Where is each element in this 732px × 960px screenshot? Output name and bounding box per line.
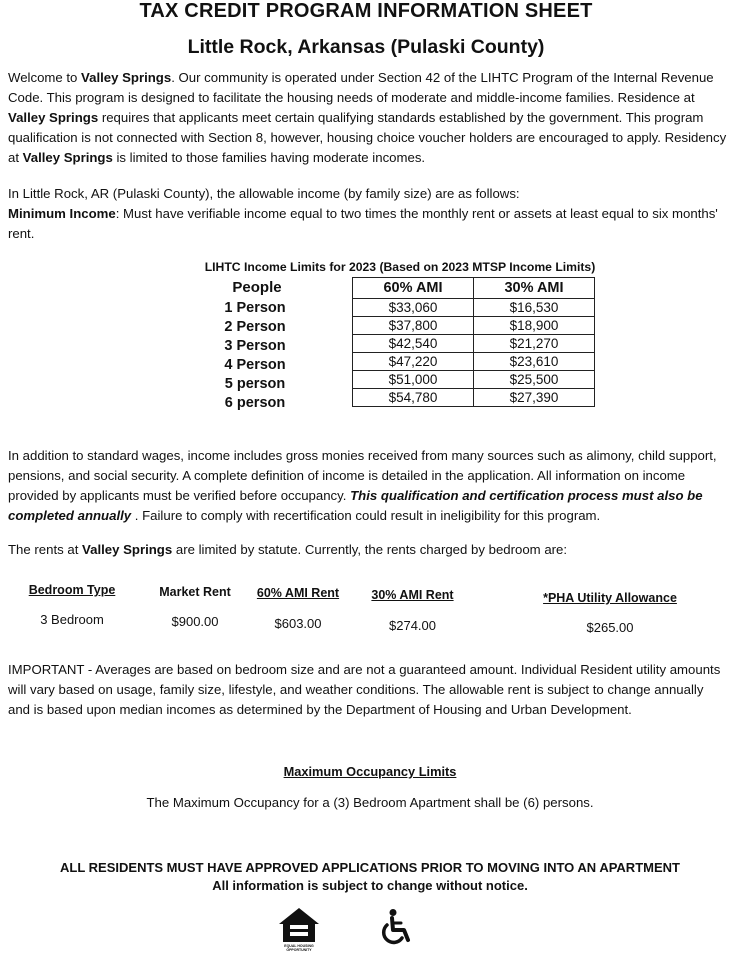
cell-60-ami: $47,220 [353,353,474,371]
rent-header-30-ami-rent: 30% AMI Rent [371,588,454,602]
rents-intro-paragraph: The rents at Valley Springs are limited by statute. Currently, the rents charged by bedroom are: [8,542,568,557]
rent-value-market-rent: $900.00 [171,614,219,629]
rent-value-60-ami-rent: $603.00 [274,616,322,631]
rent-header-bedroom-type: Bedroom Type [28,583,116,597]
cell-30-ami: $23,610 [474,353,595,371]
cell-60-ami: $51,000 [353,371,474,389]
table-row [353,389,595,407]
intro-paragraph: Welcome to Valley Springs. Our community is operated under Section 42 of the LIHTC Program of the Internal Revenue Code. This program is designed to facilitate the housing needs of moderate and middle-income families. Residence at Valley Springs requires that applicants meet certain qualifying standards established by the government. This program qualification is not connected with Section 8, however, housing choice voucher holders are encouraged to apply. Residency at Valley Springs is limited to those families having moderate incomes. [8,70,727,165]
people-header: People [232,279,282,296]
people-label: 6 person [224,395,286,411]
cell-30-ami: $16,530 [474,299,595,317]
equal-housing-logo-text: EQUAL HOUSING OPPORTUNITY [284,944,314,952]
cell-30-ami: $27,390 [474,389,595,407]
rent-value-utility-allowance: $265.00 [586,620,634,635]
footer-notice: All information is subject to change without notice. [212,878,528,893]
occupancy-heading: Maximum Occupancy Limits [283,764,457,779]
rent-value-30-ami-rent: $274.00 [389,618,436,633]
income-intro-paragraph: In Little Rock, AR (Pulaski County), the allowable income (by family size) are as follows: [8,186,520,201]
page-subtitle: Little Rock, Arkansas (Pulaski County) [187,36,545,58]
rent-header-60-ami-rent: 60% AMI Rent [256,586,340,600]
footer-requirement: ALL RESIDENTS MUST HAVE APPROVED APPLICATIONS PRIOR TO MOVING INTO AN APARTMENT [60,860,680,875]
equal-housing-icon [277,906,321,950]
income-definition-paragraph: In addition to standard wages, income includes gross monies received from many sources such as alimony, child support, pensions, and social security. A complete definition of income is detailed in the application. All information on income provided by applicants must be verified before occupancy. This qualification and certification process must also be completed annually . Failure to comply with recertification could result in ineligibility for this program. [8,448,717,523]
cell-60-ami: $33,060 [353,299,474,317]
rent-value-bedroom-type: 3 Bedroom [40,612,104,627]
income-limits-caption: LIHTC Income Limits for 2023 (Based on 2023 MTSP Income Limits) [204,260,596,274]
income-limits-table [352,277,595,407]
table-row [353,299,595,317]
rent-header-utility-allowance: *PHA Utility Allowance [543,591,677,605]
table-row [353,317,595,335]
table-row [353,353,595,371]
important-paragraph: IMPORTANT - Averages are based on bedroom size and are not a guaranteed amount. Individual Resident utility amounts will vary based on usage, family size, lifestyle, and weather conditions. The allowable rent is subject to change annually and is based upon median incomes as determined by the Department of Housing and Urban Development. [8,662,721,717]
cell-30-ami: $21,270 [474,335,595,353]
table-header-row [353,278,595,299]
people-label: 4 Person [224,357,286,373]
col-header-30-ami: 30% AMI [474,278,595,299]
cell-60-ami: $42,540 [353,335,474,353]
people-label: 2 Person [224,319,286,335]
people-label: 1 Person [224,300,286,316]
people-label: 5 person [224,376,286,392]
people-label: 3 Person [224,338,286,354]
minimum-income-paragraph: Minimum Income: Must have verifiable income equal to two times the monthly rent or assets at least equal to six months' rent. [8,206,718,241]
rent-header-market-rent: Market Rent [159,585,231,599]
page-title: TAX CREDIT PROGRAM INFORMATION SHEET [139,0,593,22]
col-header-60-ami: 60% AMI [353,278,474,299]
cell-60-ami: $37,800 [353,317,474,335]
occupancy-text: The Maximum Occupancy for a (3) Bedroom Apartment shall be (6) persons. [146,795,594,810]
wheelchair-accessibility-icon [374,908,414,948]
table-row [353,335,595,353]
table-row [353,371,595,389]
cell-30-ami: $18,900 [474,317,595,335]
cell-30-ami: $25,500 [474,371,595,389]
cell-60-ami: $54,780 [353,389,474,407]
